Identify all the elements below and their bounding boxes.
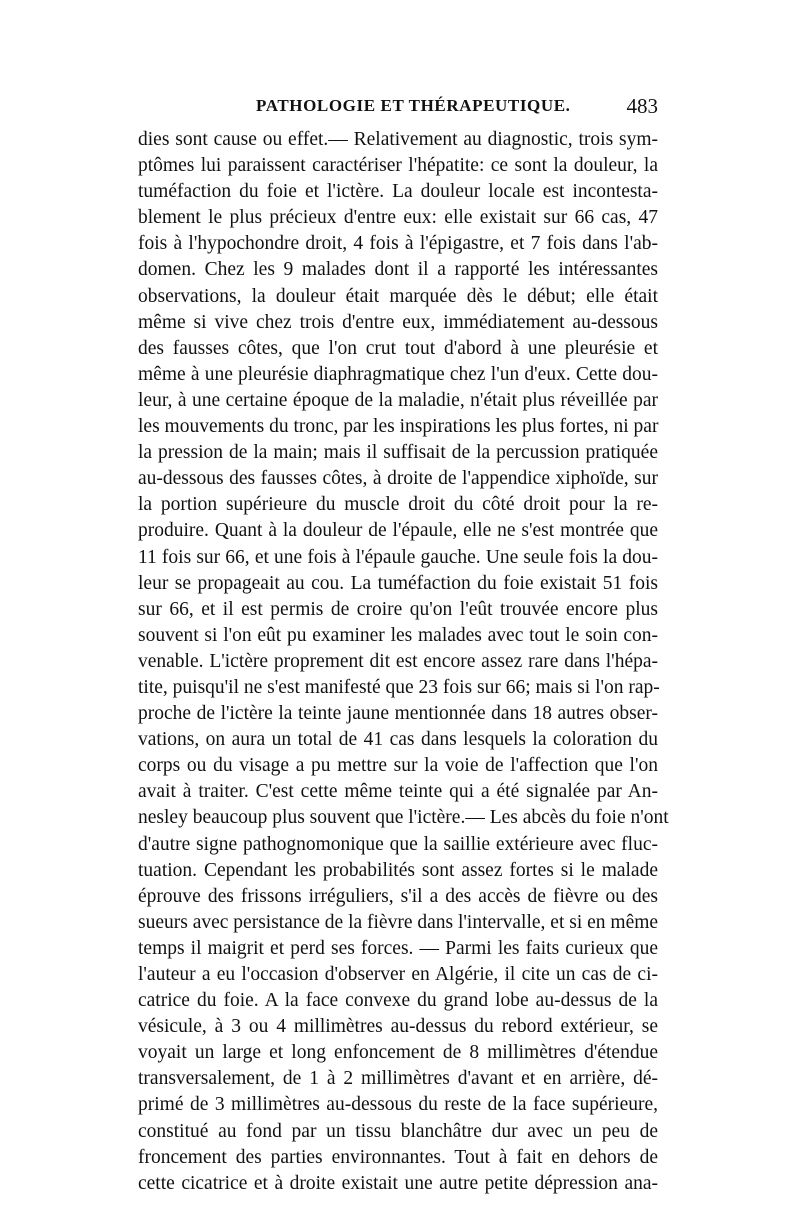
text-line: sueurs avec persistance de la fièvre dans l'intervalle, et si en même <box>138 911 659 933</box>
text-line: vésicule, à 3 ou 4 millimètres au-dessus du rebord extérieur, se <box>138 1016 658 1038</box>
text-line: même à une pleurésie diaphragmatique chez l'un d'eux. Cette dou- <box>138 363 658 385</box>
text-line: froncement des parties environnantes. Tout à fait en dehors de <box>138 1146 658 1168</box>
text-line: primé de 3 millimètres au-dessous du reste de la face supérieure, <box>138 1094 658 1116</box>
text-line: vations, on aura un total de 41 cas dans lesquels la coloration du <box>138 729 658 751</box>
text-line: observations, la douleur était marquée dès le début; elle était <box>138 285 658 307</box>
text-line: sur 66, et il est permis de croire qu'on l'eût trouvée encore plus <box>138 598 658 620</box>
page-header <box>138 96 658 122</box>
text-line: la pression de la main; mais il suffisait de la percussion pratiquée <box>138 442 658 464</box>
text-line: corps ou du visage a pu mettre sur la voie de l'affection que l'on <box>138 755 658 777</box>
text-line: domen. Chez les 9 malades dont il a rapporté les intéressantes <box>138 259 658 281</box>
text-line: éprouve des frissons irréguliers, s'il a des accès de fièvre ou des <box>138 885 658 907</box>
text-line: ptômes lui paraissent caractériser l'hépatite: ce sont la douleur, la <box>138 155 658 177</box>
text-line: transversalement, de 1 à 2 millimètres d'avant et en arrière, dé- <box>138 1068 658 1090</box>
text-line: catrice du foie. A la face convexe du grand lobe au-dessus de la <box>138 990 658 1012</box>
text-line: blement le plus précieux d'entre eux: elle existait sur 66 cas, 47 <box>138 207 658 229</box>
text-line: temps il maigrit et perd ses forces. — Parmi les faits curieux que <box>138 937 658 959</box>
text-line: même si vive chez trois d'entre eux, immédiatement au-dessous <box>138 311 658 333</box>
text-line: tite, puisqu'il ne s'est manifesté que 23 fois sur 66; mais si l'on rap- <box>138 676 660 698</box>
text-line: leur, à une certaine époque de la maladie, n'était plus réveillée par <box>138 389 658 411</box>
text-line: tuméfaction du foie et l'ictère. La douleur locale est incontesta- <box>138 181 658 203</box>
text-line: 11 fois sur 66, et une fois à l'épaule gauche. Une seule fois la dou- <box>138 546 658 568</box>
body-text <box>138 127 669 1197</box>
text-line: l'auteur a eu l'occasion d'observer en Algérie, il cite un cas de ci- <box>138 964 658 985</box>
text-line: nesley beaucoup plus souvent que l'ictère.— Les abcès du foie n'ont <box>138 807 669 829</box>
text-line: dies sont cause ou effet.— Relativement au diagnostic, trois sym- <box>138 129 658 150</box>
page-number: 483 <box>626 94 658 118</box>
text-line: leur se propageait au cou. La tuméfaction du foie existait 51 fois <box>138 572 658 594</box>
text-line: venable. L'ictère proprement dit est encore assez rare dans l'hépa- <box>138 650 658 672</box>
text-line: proche de l'ictère la teinte jaune mentionnée dans 18 autres obser- <box>138 703 658 725</box>
text-line: avait à traiter. C'est cette même teinte qui a été signalée par An- <box>138 781 658 803</box>
running-head: PATHOLOGIE ET THÉRAPEUTIQUE. <box>256 96 571 115</box>
text-line: tuation. Cependant les probabilités sont assez fortes si le malade <box>138 859 658 881</box>
text-line: la portion supérieure du muscle droit du côté droit pour la re- <box>138 494 658 516</box>
text-line: constitué au fond par un tissu blanchâtre dur avec un peu de <box>138 1120 658 1142</box>
text-line: les mouvements du tronc, par les inspirations les plus fortes, ni par <box>138 416 659 438</box>
text-line: d'autre signe pathognomonique que la saillie extérieure avec fluc- <box>138 833 658 855</box>
text-line: voyait un large et long enfoncement de 8 millimètres d'étendue <box>138 1042 658 1064</box>
text-line: cette cicatrice et à droite existait une autre petite dépression ana- <box>138 1172 658 1194</box>
text-line: souvent si l'on eût pu examiner les malades avec tout le soin con- <box>138 624 658 646</box>
text-line: des fausses côtes, que l'on crut tout d'abord à une pleurésie et <box>138 337 658 359</box>
text-line: fois à l'hypochondre droit, 4 fois à l'épigastre, et 7 fois dans l'ab- <box>138 233 658 255</box>
text-line: au-dessous des fausses côtes, à droite de l'appendice xiphoïde, sur <box>138 468 658 490</box>
text-line: produire. Quant à la douleur de l'épaule, elle ne s'est montrée que <box>138 520 658 542</box>
